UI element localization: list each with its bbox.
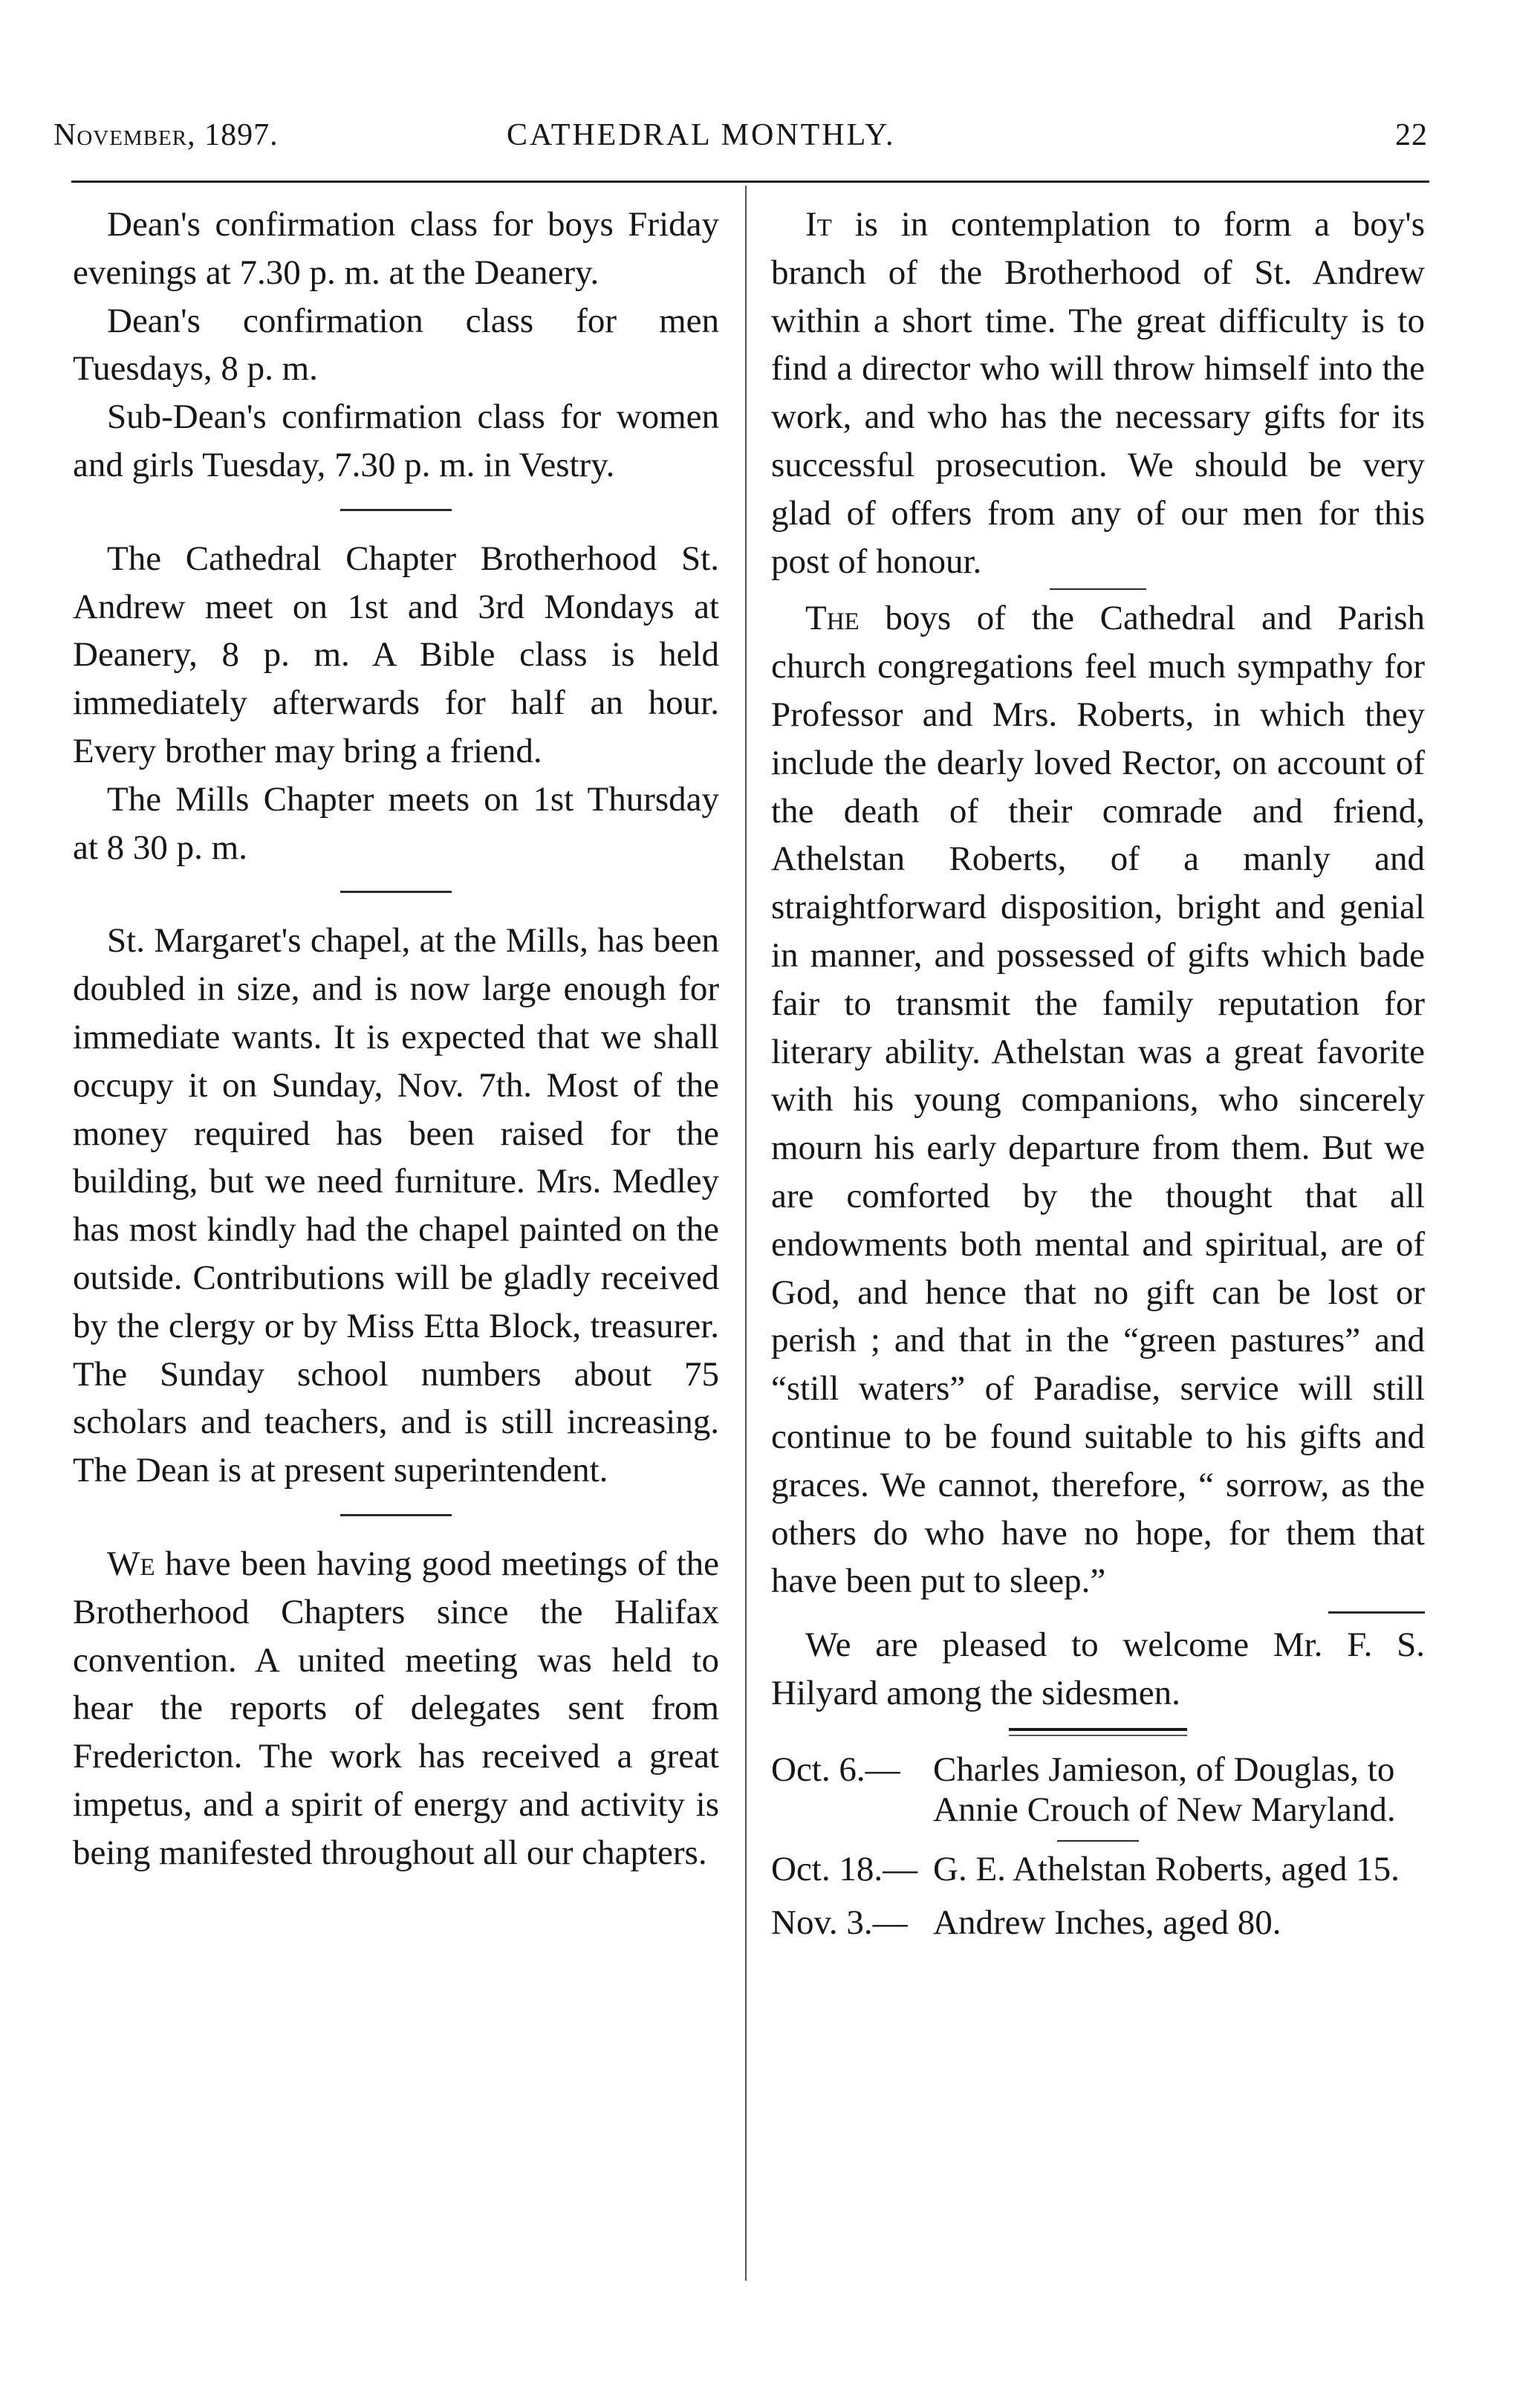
section-separator xyxy=(1050,588,1146,590)
paragraph-men-confirmation: Dean's confirmation class for men Tuesdays, 8 p. m. xyxy=(73,301,719,389)
entry-date: Oct. 18.— xyxy=(771,1849,918,1888)
section-separator xyxy=(340,509,452,511)
header-rule xyxy=(71,181,1429,183)
entry-date: Oct. 6.— xyxy=(771,1750,900,1789)
paragraph-women-confirmation: Sub-Dean's confirmation class for women and girls Tuesday, 7.30 p. m. in Vestry. xyxy=(73,397,719,484)
register-entry xyxy=(771,1849,1425,1889)
section-separator xyxy=(340,891,452,893)
paragraph-cathedral-chapter: The Cathedral Chapter Brotherhood St. Andrew meet on 1st and 3rd Mondays at Deanery, 8 p. m. A Bible class is held immediately afterwards for half an hour. Every brother may bring a friend. xyxy=(73,539,719,770)
paragraph-boys-branch xyxy=(771,201,1425,585)
header-title: CATHEDRAL MONTHLY. xyxy=(507,118,896,152)
paragraph-text: is in contemplation to form a boy's branch of the Brotherhood of St. Andrew within a short time. The great difficulty is to find a director who will throw himself into the work, and who has the necessary gifts for its successful prosecution. We should be very glad of offers from any of our men for this post of honour. xyxy=(771,205,1425,581)
paragraph-welcome-sidesman: We are pleased to welcome Mr. F. S. Hilyard among the sidesmen. xyxy=(771,1625,1425,1712)
page-number: 22 xyxy=(1395,118,1428,152)
paragraph-mills-chapter: The Mills Chapter meets on 1st Thursday at 8 30 p. m. xyxy=(73,779,719,867)
entry-date: Nov. 3.— xyxy=(771,1903,908,1942)
entry-text: G. E. Athelstan Roberts, aged 15. xyxy=(933,1849,1400,1888)
header-date: November, 1897. xyxy=(53,118,279,152)
section-separator xyxy=(1057,1840,1139,1842)
running-header xyxy=(53,117,1428,162)
right-column xyxy=(771,201,1425,1943)
paragraph-brotherhood-meetings xyxy=(73,1540,719,1877)
register-entry xyxy=(771,1903,1425,1943)
lead-word: We xyxy=(107,1544,155,1583)
paragraph-text: have been having good meetings of the Brotherhood Chapters since the Halifax convention. A united meeting was held to hear the reports of delegates sent from Fredericton. The work has received a great impetus, and a spirit of energy and activity is being manifested throughout all our chapters. xyxy=(73,1544,719,1872)
double-rule-separator xyxy=(1009,1728,1187,1736)
section-separator xyxy=(1328,1611,1425,1614)
left-column xyxy=(73,201,719,1877)
paragraph-athelstan-roberts xyxy=(771,594,1425,1605)
column-divider xyxy=(745,186,747,2281)
paragraph-text: boys of the Cathedral and Parish church congregations feel much sympathy for Professor and Mrs. Roberts, in which they include the dearly loved Rector, on account of the death of their comrade and friend, Athelstan Roberts, of a manly and straightforward disposition, bright and genial in manner, and possessed of gifts which bade fair to transmit the family reputation for literary ability. Athelstan was a great favorite with his young companions, who sincerely mourn his early departure from them. But we are comforted by the thought that all endowments both mental and spiritual, are of God, and hence that no gift can be lost or perish ; and that in the “green pastures” and “still waters” of Paradise, service will still continue to be found suitable to his gifts and graces. We cannot, therefore, “ sorrow, as the others do who have no hope, for them that have been put to sleep.” xyxy=(771,599,1425,1601)
lead-word: It xyxy=(805,205,832,244)
paragraph-st-margarets-chapel: St. Margaret's chapel, at the Mills, has been doubled in size, and is now large enough for immediate wants. It is expected that we shall occupy it on Sunday, Nov. 7th. Most of the money required has been raised for the building, but we need furniture. Mrs. Medley has most kindly had the chapel painted on the outside. Contributions will be gladly received by the clergy or by Miss Etta Block, treasurer. The Sunday school numbers about 75 scholars and teachers, and is still increasing. The Dean is at present superintendent. xyxy=(73,921,719,1490)
section-separator xyxy=(340,1514,452,1516)
entry-text: Charles Jamieson, of Douglas, to Annie Crouch of New Maryland. xyxy=(933,1750,1396,1829)
entry-text: Andrew Inches, aged 80. xyxy=(933,1903,1281,1942)
register-entry xyxy=(771,1750,1425,1830)
paragraph-boys-confirmation: Dean's confirmation class for boys Friday evenings at 7.30 p. m. at the Deanery. xyxy=(73,205,719,292)
lead-word: The xyxy=(805,599,860,638)
